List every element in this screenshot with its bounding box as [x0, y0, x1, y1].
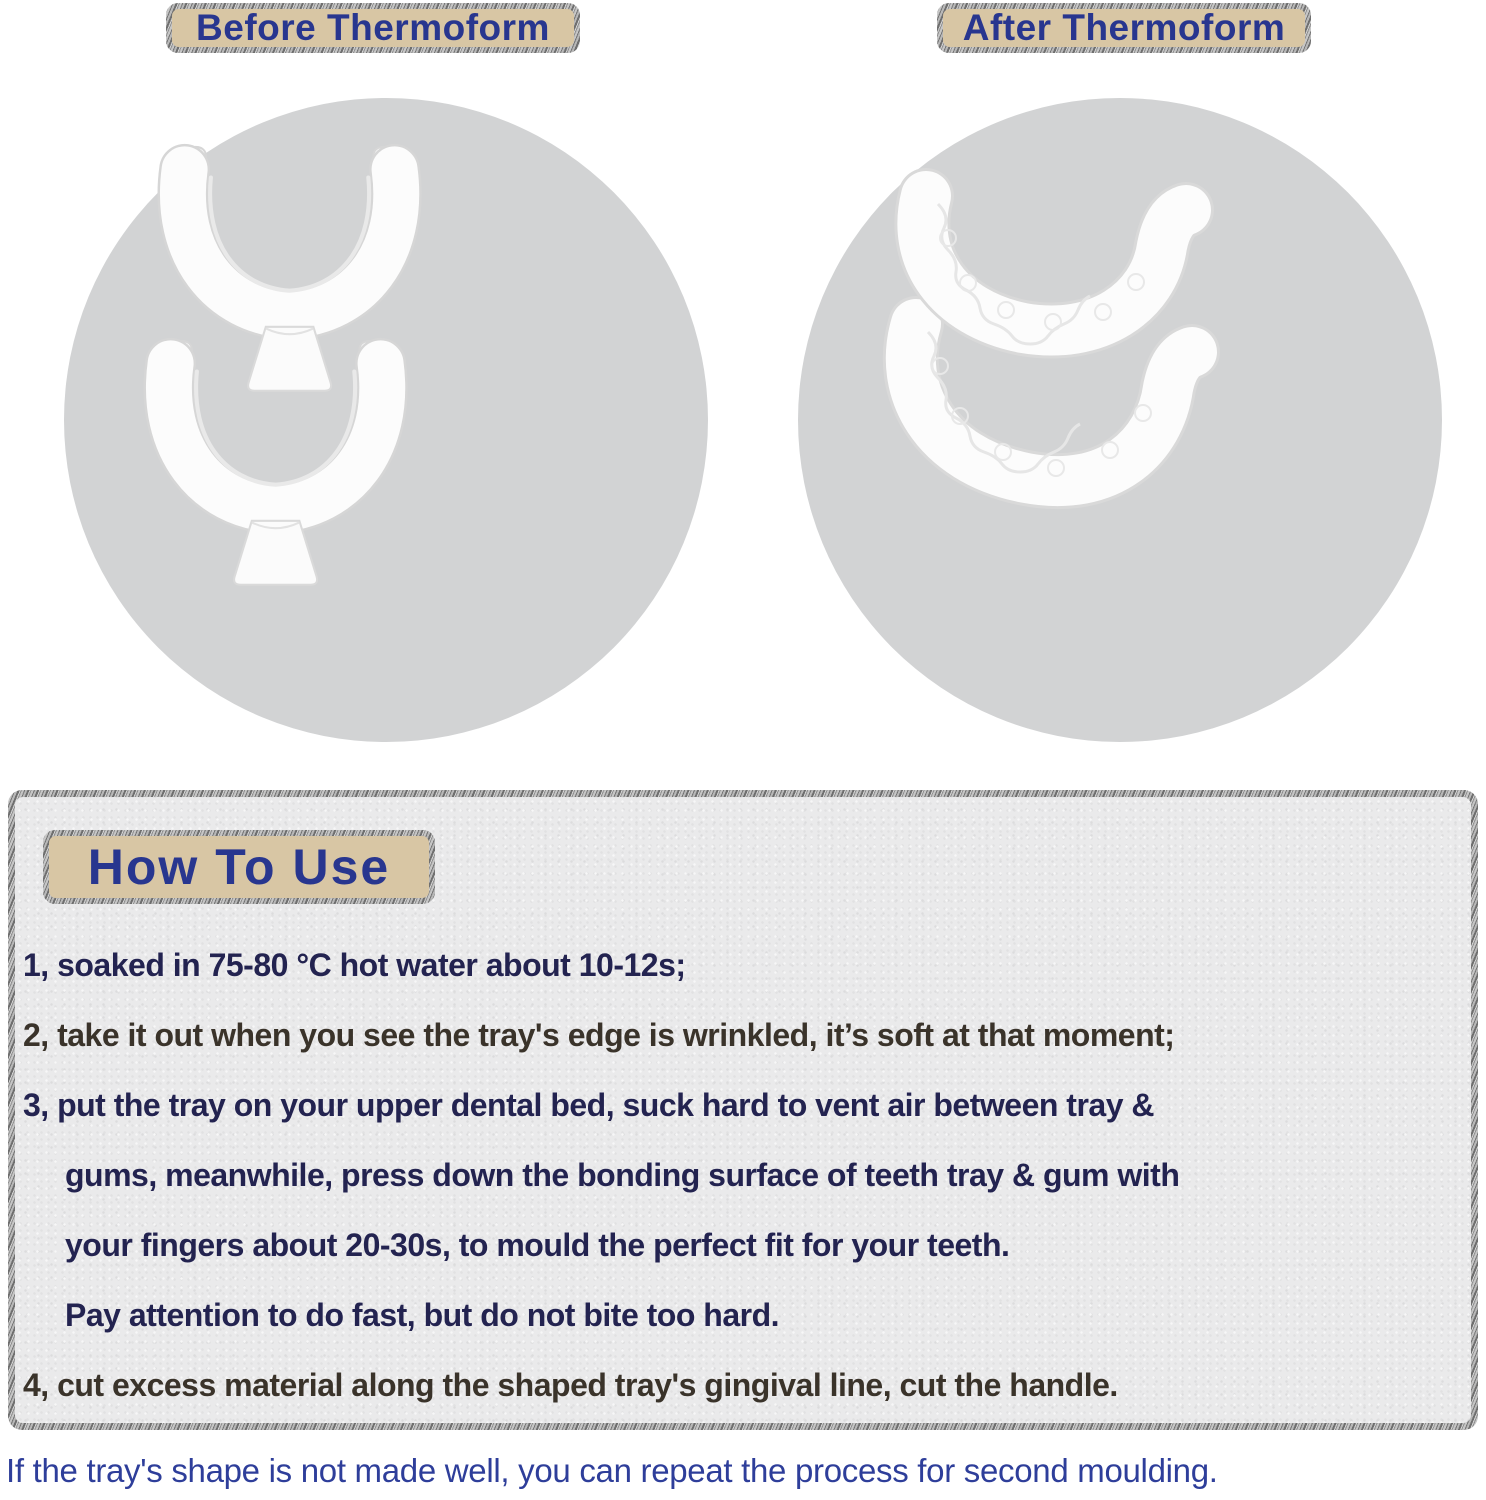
footer-note: If the tray's shape is not made well, you can repeat the process for second moulding.: [6, 1452, 1218, 1489]
step-3-line-2: gums, meanwhile, press down the bonding surface of teeth tray & gum with: [65, 1157, 1180, 1193]
step-3-note: Pay attention to do fast, but do not bite too hard.: [65, 1297, 779, 1333]
before-thermoform-badge: [166, 3, 580, 53]
before-trays-graphic: [64, 98, 708, 742]
instruction-steps: [23, 947, 1465, 1403]
after-tray-upper: [922, 196, 1186, 344]
after-thermoform-label: After Thermoform: [962, 7, 1286, 48]
step-3-line-3: your fingers about 20-30s, to mould the perfect fit for your teeth.: [65, 1227, 1010, 1263]
after-trays-graphic: [798, 98, 1442, 742]
how-to-use-badge: [43, 830, 435, 904]
step-4: 4, cut excess material along the shaped tray's gingival line, cut the handle.: [23, 1367, 1118, 1403]
before-thermoform-label: Before Thermoform: [196, 7, 550, 48]
after-trays-photo: [798, 98, 1442, 742]
after-thermoform-badge: [937, 3, 1311, 53]
step-2: 2, take it out when you see the tray's edge is wrinkled, it’s soft at that moment;: [23, 1017, 1175, 1053]
before-trays-photo: [64, 98, 708, 742]
step-3-line-1: 3, put the tray on your upper dental bed, suck hard to vent air between tray &: [23, 1087, 1154, 1123]
how-to-use-panel: [8, 790, 1478, 1430]
step-1: 1, soaked in 75-80 °C hot water about 10-12s;: [23, 947, 686, 983]
how-to-use-panel-body: [15, 797, 1471, 1423]
how-to-use-title: How To Use: [87, 839, 391, 895]
